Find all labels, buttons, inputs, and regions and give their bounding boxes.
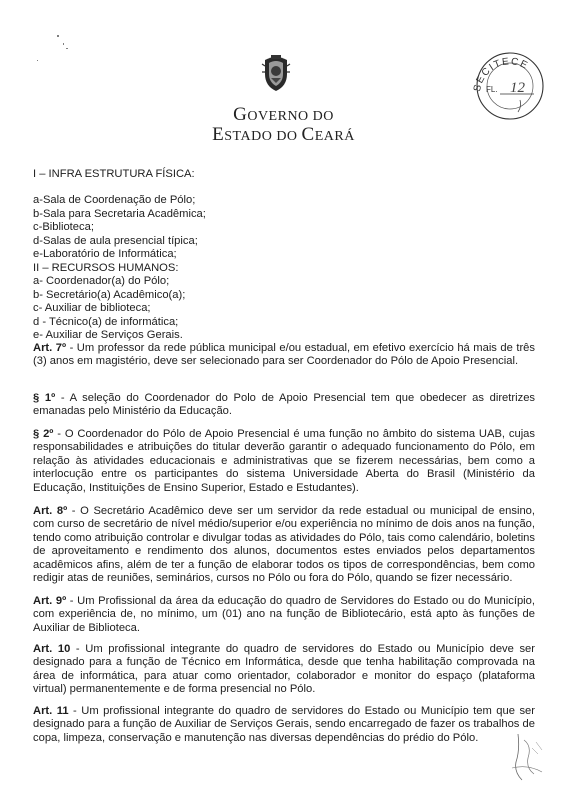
article-10 (33, 643, 535, 697)
list-item: c-Biblioteca; (33, 221, 94, 234)
list-item: c- Auxiliar de biblioteca; (33, 302, 151, 315)
article-text: - Um Profissional da área da educação do quadro de Servidores do Estado ou do Município, com experiência de, no mínimo, um (01) ano na função de Bibliotecário, está apto às funções de Auxiliar de Biblioteca. (33, 595, 535, 634)
section-heading: I – INFRA ESTRUTURA FÍSICA: (33, 168, 195, 180)
scan-speck (37, 60, 38, 61)
article-text: - Um profissional integrante do quadro de servidores do Estado ou Município deve ser designado para a função de Técnico em Informática, desde que tenha habilitação comprovada na área de informática, para atuar como orientador, colaborador e monitor do espaço (plataforma virtual) permanentemente e de forma presencial no Pólo. (33, 643, 535, 696)
section-human-resources (33, 262, 535, 342)
list-item: a- Coordenador(a) do Pólo; (33, 275, 170, 288)
header-title-line2: ESTADO DO CEARÁ (212, 124, 355, 145)
paragraph-1 (33, 392, 535, 419)
scan-speck (57, 35, 59, 37)
paragraph-2 (33, 428, 535, 495)
article-9 (33, 595, 535, 635)
paragraph-label: § 2º (33, 428, 54, 440)
list-item: b-Sala para Secretaria Acadêmica; (33, 207, 206, 220)
article-8 (33, 505, 535, 585)
coat-of-arms-icon (259, 54, 293, 92)
article-label: Art. 10 (33, 643, 71, 655)
article-text: - O Secretário Acadêmico deve ser um servidor da rede estadual ou municipal de ensino, com curso de secretário de nível médio/superior e/ou experiência no mínimo de dois anos na função, tendo como atribuição controlar e divulgar todas as atividades do Pólo, tais como calendário, boletins de aproveitamento e rendimento dos alunos, documentos estes enviados pelos departamentos acadêmicos afins, além de ter a função de elaborar todos os tipos de correspondências, bem como redigir atas de reuniões, seminários, cursos no Pólo ou fora do Pólo, quando se fizer necessário. (33, 505, 535, 585)
article-label: Art. 8º (33, 505, 68, 517)
handwritten-initials (498, 728, 558, 790)
list-item: b- Secretário(a) Acadêmico(a); (33, 288, 186, 301)
article-label: Art. 9º (33, 595, 67, 607)
article-label: Art. 7º (33, 342, 67, 354)
paragraph-text: - O Coordenador do Pólo de Apoio Presencial é uma função no âmbito do sistema UAB, cujas responsabilidades e atribuições do titular deverão garantir o adequado funcionamento do Pólo, em relação às atividades educacionais e administrativas que se fizerem necessárias, bem como a interlocução entre os participantes do sistema Universidade Aberta do Brasil (Ministério da Educação, Instituições de Ensino Superior, Estado e Estudantes). (33, 428, 535, 494)
paragraph-label: § 1º (33, 392, 56, 404)
article-11 (33, 705, 535, 745)
article-text: - Um professor da rede pública municipal e/ou estadual, em efetivo exercício há mais de três (3) anos em magistério, deve ser selecionado para ser Coordenador do Pólo de Apoio Presencial. (33, 342, 535, 368)
list-item: e- Auxiliar de Serviços Gerais. (33, 329, 183, 342)
header-title-line1: GOVERNO DO (233, 104, 334, 125)
page-stamp (468, 48, 550, 120)
article-label: Art. 11 (33, 705, 69, 717)
stamp-fl-number: 12 (510, 80, 525, 96)
scan-speck (66, 48, 68, 49)
paragraph-text: - A seleção do Coordenador do Polo de Apoio Presencial tem que obedecer as diretrizes emanadas pelo Ministério da Educação. (33, 392, 536, 418)
article-text: - Um profissional integrante do quadro de servidores do Estado ou Município tem que ser designado para a função de Auxiliar de Serviços Gerais, sendo encarregado de fazer os trabalhos de copa, limpeza, conservação e manutenção nas diversas dependências do prédio do Pólo. (33, 705, 535, 744)
section-infra (33, 168, 535, 261)
list-item: a-Sala de Coordenação de Pólo; (33, 194, 196, 207)
list-item: e-Laboratório de Informática; (33, 248, 177, 261)
scan-speck (63, 43, 64, 45)
stamp-ring-text: SECITECE (471, 56, 531, 93)
stamp-fl-label: FL. (486, 85, 498, 94)
section-heading: II – RECURSOS HUMANOS: (33, 262, 179, 274)
list-item: d-Salas de aula presencial típica; (33, 234, 198, 247)
article-7 (33, 342, 535, 369)
list-item: d - Técnico(a) de informática; (33, 315, 179, 328)
